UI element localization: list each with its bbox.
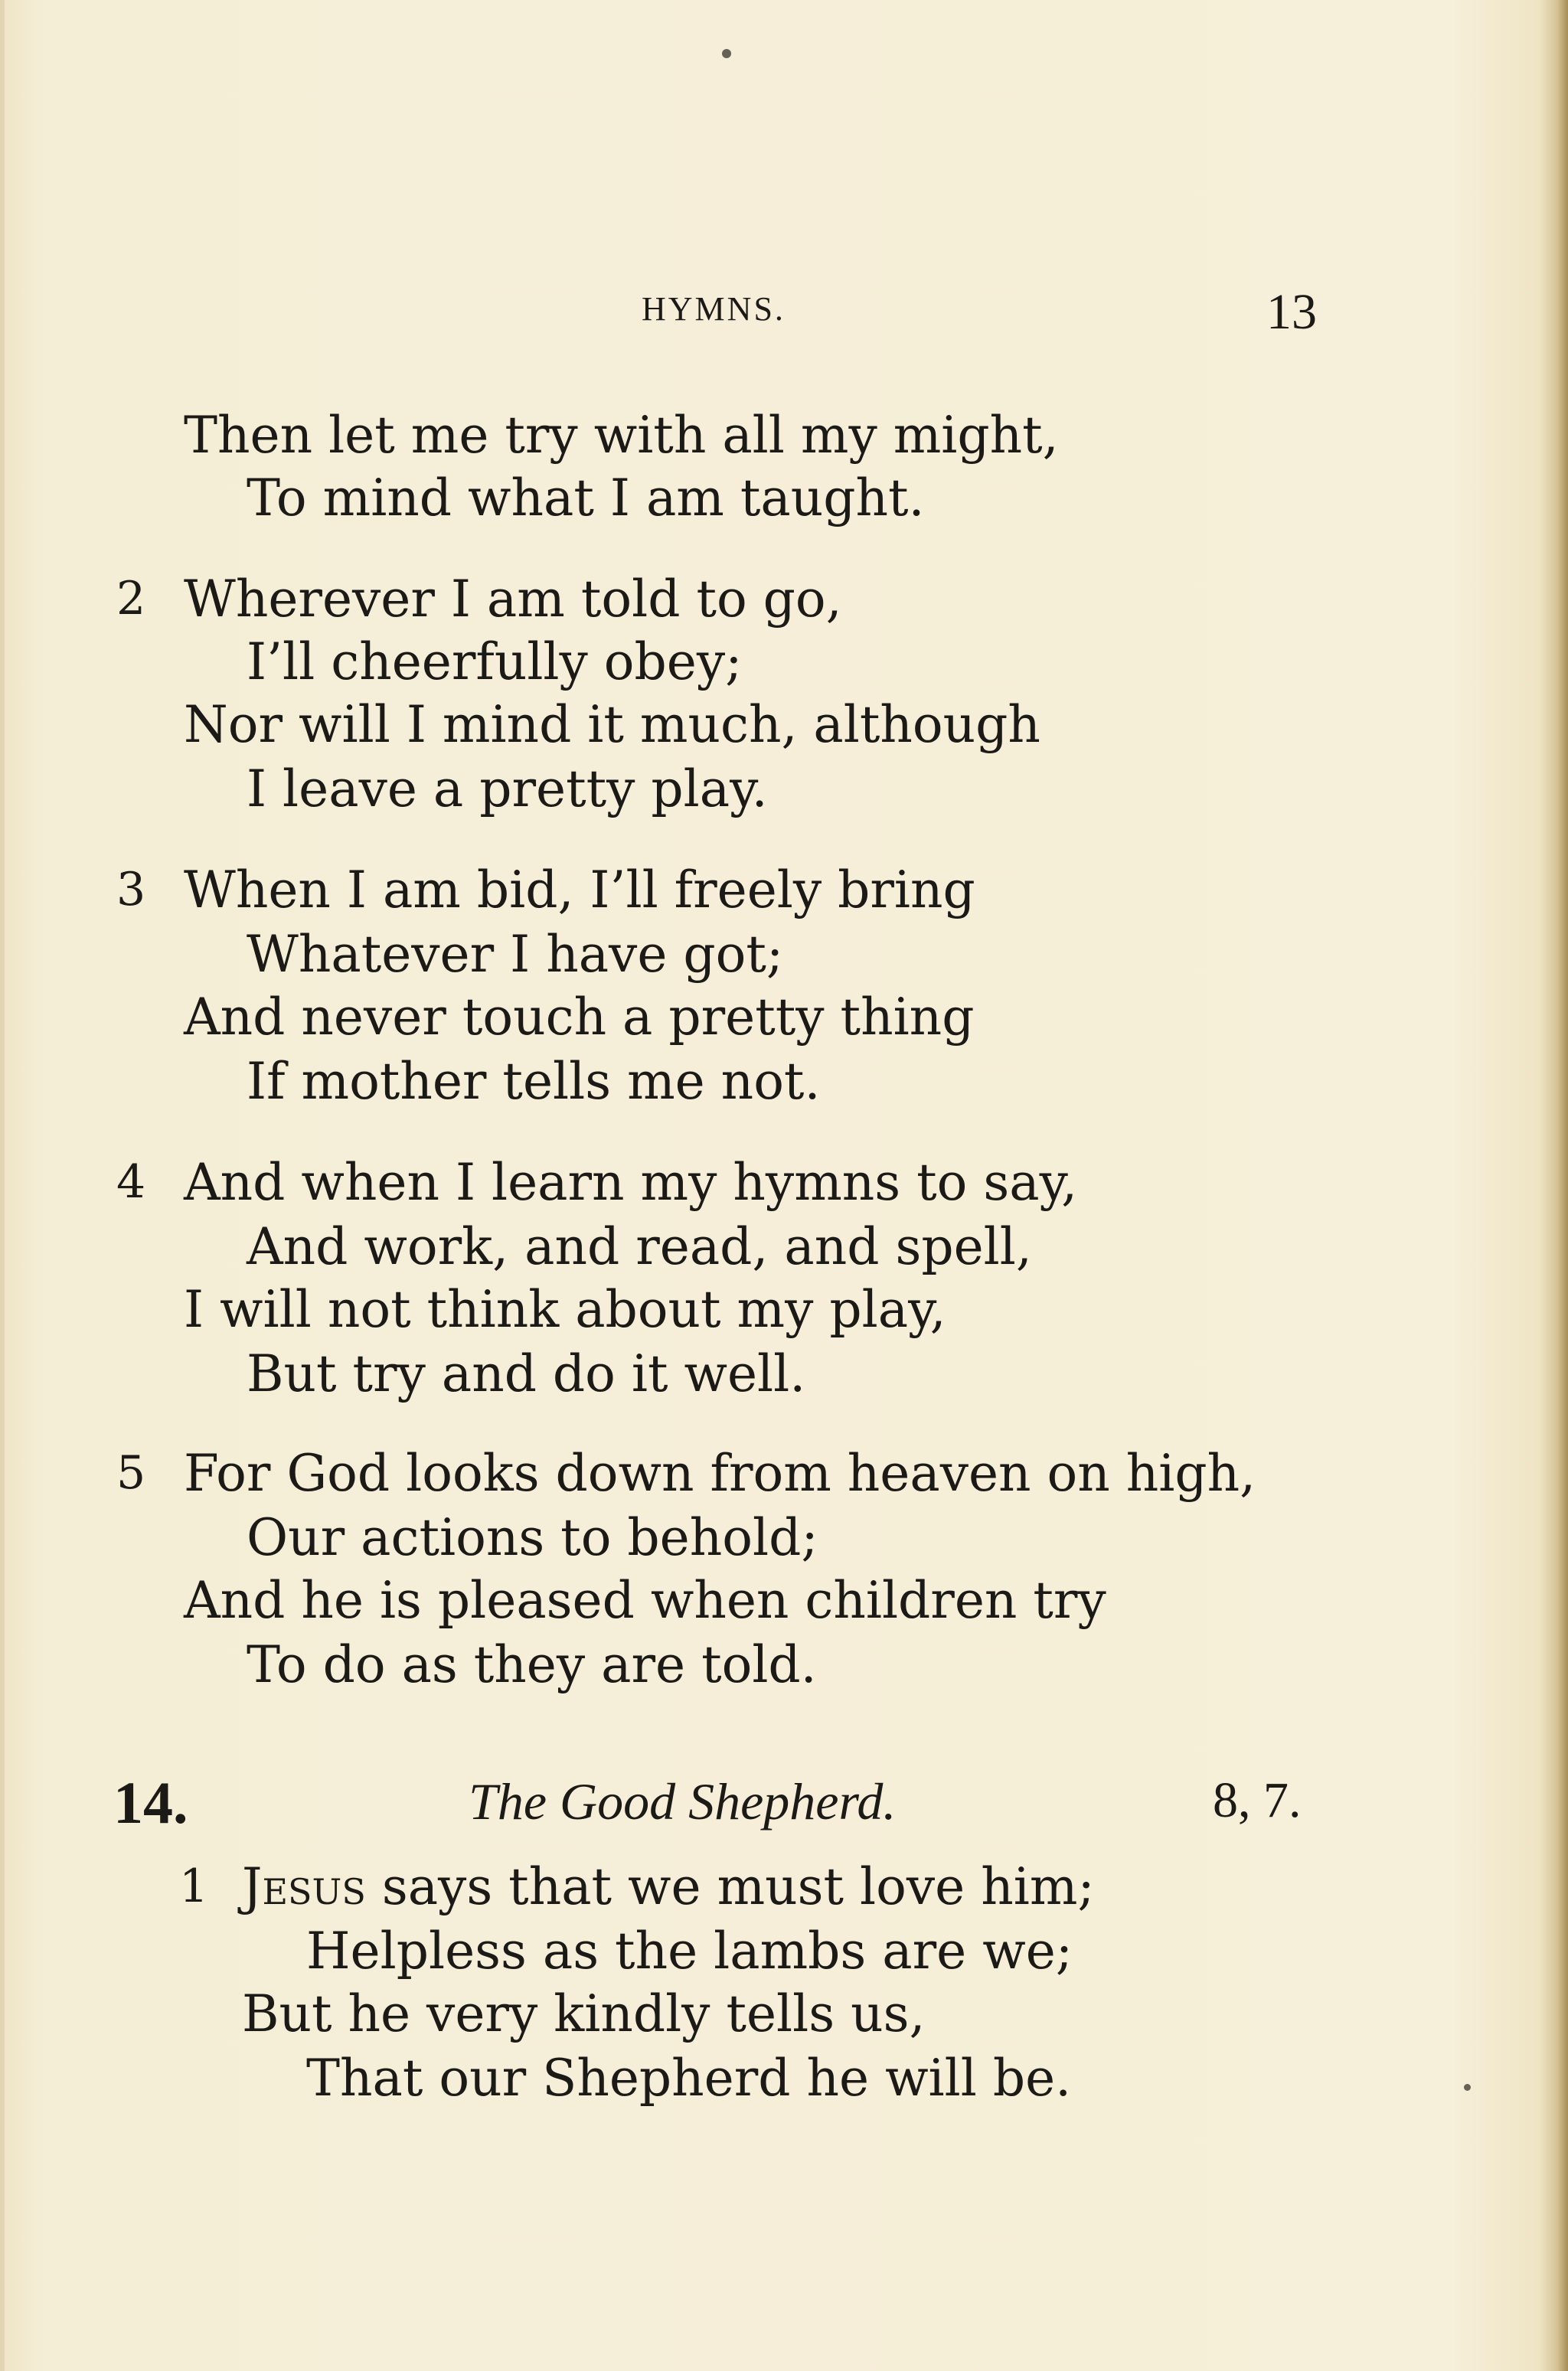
verse-line: And when I learn my hymns to say, — [184, 1153, 1078, 1212]
hymn-meter: 8, 7. — [1213, 1772, 1302, 1828]
verse-line: To mind what I am taught. — [247, 469, 925, 527]
verse-line: But he very kindly tells us, — [242, 1984, 926, 2043]
hymn-number: 14. — [113, 1769, 188, 1836]
verse-line: I will not think about my play, — [184, 1280, 946, 1339]
page-left-edge — [0, 0, 5, 2371]
first-line-rest: says that we must love him; — [365, 1857, 1095, 1916]
page-right-edge — [1557, 0, 1568, 2371]
verse-line: Helpless as the lambs are we; — [306, 1922, 1073, 1981]
page-number: 13 — [1266, 284, 1317, 340]
ink-speck — [1464, 2084, 1471, 2091]
verse-line: For God looks down from heaven on high, — [184, 1444, 1256, 1503]
verse-line: Wherever I am told to go, — [184, 570, 842, 629]
verse-line: Our actions to behold; — [247, 1508, 818, 1567]
verse-line: I’ll cheerfully obey; — [247, 632, 743, 691]
ink-speck — [722, 49, 731, 58]
first-word: Jesus — [242, 1857, 366, 1916]
verse-line: Whatever I have got; — [247, 925, 784, 984]
verse-number: 1 — [179, 1860, 209, 1913]
verse-line: Then let me try with all my might, — [184, 406, 1059, 465]
verse-number: 2 — [116, 572, 146, 625]
running-header — [0, 283, 1568, 340]
verse-line: That our Shepherd he will be. — [306, 2049, 1072, 2108]
verse-line: But try and do it well. — [247, 1344, 806, 1403]
verse-line: Nor will I mind it much, although — [184, 695, 1040, 754]
verse-line: And never touch a pretty thing — [184, 988, 975, 1047]
verse-line: To do as they are told. — [247, 1635, 817, 1694]
verse-line: When I am bid, I’ll freely bring — [184, 861, 975, 919]
verse-line: I leave a pretty play. — [247, 759, 768, 818]
verse-number: 3 — [116, 863, 146, 916]
hymn-header — [0, 1768, 1568, 1836]
verse-line: If mother tells me not. — [247, 1052, 821, 1111]
verse-line: And work, and read, and spell, — [247, 1217, 1032, 1276]
hymn-title: The Good Shepherd. — [469, 1772, 897, 1831]
verse-line — [242, 1857, 1095, 1916]
verse-number: 5 — [116, 1446, 146, 1500]
running-title: HYMNS. — [642, 290, 786, 328]
verse-number: 4 — [116, 1155, 146, 1209]
verse-line: And he is pleased when children try — [184, 1571, 1106, 1630]
